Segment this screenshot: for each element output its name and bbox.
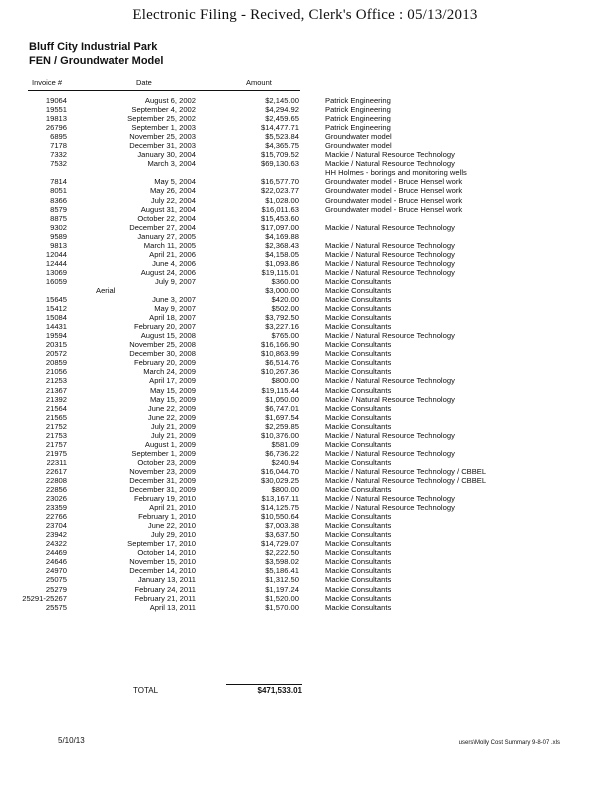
- invoice-number: 9589: [50, 231, 67, 241]
- table-row: [0, 376, 610, 385]
- invoice-amount: $3,000.00: [265, 285, 299, 295]
- table-row: [0, 458, 610, 467]
- invoice-description: Mackie Consultants: [325, 530, 392, 540]
- invoice-number: 21253: [45, 376, 67, 386]
- table-row: [0, 440, 610, 449]
- invoice-description: Mackie Consultants: [325, 602, 392, 612]
- table-row: [0, 557, 610, 566]
- invoice-amount: $19,115.01: [261, 267, 299, 277]
- table-row: [0, 277, 610, 286]
- document-title: Bluff City Industrial Park: [29, 41, 158, 53]
- invoice-amount: $1,197.24: [265, 584, 299, 594]
- table-row: [0, 548, 610, 557]
- invoice-date: March 3, 2004: [147, 159, 196, 169]
- table-row: [0, 395, 610, 404]
- invoice-date: October 23, 2009: [137, 457, 196, 467]
- invoice-amount: $16,011.63: [261, 204, 299, 214]
- invoice-number: 21975: [45, 448, 67, 458]
- invoice-amount: $4,294.92: [265, 105, 299, 115]
- invoice-description: Mackie Consultants: [325, 304, 392, 314]
- invoice-amount: $5,186.41: [265, 566, 299, 576]
- invoice-table: [0, 96, 610, 612]
- table-row: [0, 286, 610, 295]
- table-row: [0, 96, 610, 105]
- invoice-description: Mackie / Natural Resource Technology: [325, 448, 455, 458]
- invoice-number: 20572: [45, 349, 67, 359]
- invoice-date: August 24, 2006: [140, 267, 196, 277]
- table-row: [0, 186, 610, 195]
- invoice-description: Mackie / Natural Resource Technology: [325, 159, 455, 169]
- invoice-date: December 30, 2008: [129, 349, 196, 359]
- invoice-number: 22766: [45, 512, 67, 522]
- invoice-number: 16059: [45, 276, 67, 286]
- invoice-number: 15412: [45, 304, 67, 314]
- table-row: [0, 223, 610, 232]
- column-header-date: Date: [136, 78, 152, 87]
- invoice-amount: $1,312.50: [265, 575, 299, 585]
- invoice-description: Mackie Consultants: [325, 358, 392, 368]
- invoice-description: Mackie Consultants: [325, 557, 392, 567]
- invoice-amount: $240.94: [271, 457, 299, 467]
- invoice-date: September 4, 2002: [131, 105, 196, 115]
- table-row: [0, 594, 610, 603]
- invoice-description: Mackie / Natural Resource Technology: [325, 430, 455, 440]
- invoice-date: September 17, 2010: [127, 539, 196, 549]
- invoice-number: 25075: [45, 575, 67, 585]
- table-row: [0, 512, 610, 521]
- invoice-date: June 22, 2010: [147, 521, 196, 531]
- invoice-amount: $1,093.86: [265, 258, 299, 268]
- invoice-description: Mackie Consultants: [325, 512, 392, 522]
- footer-date: 5/10/13: [58, 736, 85, 745]
- invoice-number: 21753: [45, 430, 67, 440]
- header-divider: [28, 90, 300, 91]
- invoice-date: September 25, 2002: [127, 114, 196, 124]
- invoice-description: Mackie Consultants: [325, 313, 392, 323]
- table-row: [0, 585, 610, 594]
- invoice-amount: $4,365.75: [265, 141, 299, 151]
- total-divider: [226, 684, 302, 685]
- invoice-number: 19813: [45, 114, 67, 124]
- invoice-date: November 23, 2009: [129, 466, 196, 476]
- table-row: [0, 331, 610, 340]
- invoice-number: 21752: [45, 421, 67, 431]
- invoice-date: December 31, 2009: [129, 475, 196, 485]
- invoice-description: Mackie Consultants: [325, 521, 392, 531]
- invoice-description: Mackie / Natural Resource Technology: [325, 240, 455, 250]
- invoice-number: 12044: [45, 249, 67, 259]
- invoice-number: 21565: [45, 412, 67, 422]
- invoice-number: 26796: [45, 123, 67, 133]
- table-row: [0, 159, 610, 168]
- invoice-date: March 11, 2005: [143, 240, 196, 250]
- invoice-number: 15645: [45, 295, 67, 305]
- invoice-amount: $14,729.07: [260, 539, 299, 549]
- table-row: [0, 322, 610, 331]
- invoice-description: Mackie Consultants: [325, 439, 392, 449]
- invoice-description: Groundwater model - Bruce Hensel work: [325, 177, 463, 187]
- table-row: [0, 449, 610, 458]
- invoice-date: February 1, 2010: [138, 512, 196, 522]
- invoice-number: 8579: [50, 204, 67, 214]
- invoice-description: Mackie / Natural Resource Technology: [325, 222, 455, 232]
- table-row: [0, 539, 610, 548]
- invoice-amount: $14,477.71: [260, 123, 299, 133]
- invoice-description: Mackie Consultants: [325, 457, 392, 467]
- invoice-date: October 14, 2010: [137, 548, 196, 558]
- invoice-date: March 24, 2009: [143, 367, 196, 377]
- invoice-amount: $4,158.05: [265, 249, 299, 259]
- table-row: [0, 196, 610, 205]
- invoice-date: August 6, 2002: [144, 96, 196, 105]
- invoice-date: July 21, 2009: [150, 421, 196, 431]
- invoice-amount: $2,459.65: [265, 114, 299, 124]
- invoice-amount: $2,222.50: [265, 548, 299, 558]
- invoice-amount: $1,570.00: [265, 602, 299, 612]
- invoice-description: Patrick Engineering: [325, 123, 391, 133]
- table-row: [0, 521, 610, 530]
- invoice-number: 22311: [46, 457, 67, 467]
- invoice-number: 25575: [45, 602, 67, 612]
- invoice-date: December 31, 2003: [129, 141, 196, 151]
- invoice-description: Mackie Consultants: [325, 584, 392, 594]
- invoice-number: 20859: [45, 358, 67, 368]
- invoice-amount: $765.00: [271, 331, 299, 341]
- invoice-amount: $10,267.36: [260, 367, 299, 377]
- invoice-number: 25279: [45, 584, 67, 594]
- invoice-date: February 19, 2010: [133, 494, 196, 504]
- invoice-description: HH Holmes - borings and monitoring wells: [325, 168, 467, 178]
- invoice-number: 9813: [50, 240, 67, 250]
- invoice-description: Mackie / Natural Resource Technology / CBBEL: [325, 475, 487, 485]
- invoice-amount: $800.00: [271, 376, 299, 386]
- table-row: [0, 358, 610, 367]
- footer-file-path: users\Molly Cost Summary 9-8-07 .xls: [458, 740, 560, 746]
- invoice-amount: $3,598.02: [265, 557, 299, 567]
- invoice-amount: $16,577.70: [260, 177, 299, 187]
- invoice-number: 21757: [45, 439, 67, 449]
- invoice-description: Mackie Consultants: [325, 575, 392, 585]
- invoice-description: Mackie / Natural Resource Technology: [325, 376, 455, 386]
- table-row: [0, 422, 610, 431]
- table-row: [0, 205, 610, 214]
- invoice-description: Patrick Engineering: [325, 96, 391, 105]
- invoice-date: February 24, 2011: [134, 584, 196, 594]
- invoice-date: July 22, 2004: [150, 195, 196, 205]
- invoice-number: 7178: [50, 141, 67, 151]
- invoice-amount: $6,514.76: [265, 358, 299, 368]
- invoice-amount: $30,029.25: [260, 475, 299, 485]
- invoice-description: Mackie / Natural Resource Technology / CBBEL: [325, 466, 487, 476]
- invoice-date: January 13, 2011: [137, 575, 196, 585]
- invoice-date: May 5, 2004: [154, 177, 196, 187]
- invoice-number: 14431: [45, 322, 67, 332]
- invoice-description: Mackie Consultants: [325, 548, 392, 558]
- invoice-description: Mackie Consultants: [325, 349, 392, 359]
- table-row: [0, 141, 610, 150]
- invoice-date: February 21, 2011: [134, 593, 196, 603]
- invoice-date: September 1, 2003: [131, 123, 196, 133]
- invoice-description: Mackie Consultants: [325, 340, 392, 350]
- invoice-amount: $3,792.50: [265, 313, 299, 323]
- column-header-amount: Amount: [246, 78, 272, 87]
- invoice-number: 8366: [50, 195, 67, 205]
- invoice-amount: $13,167.11: [261, 494, 299, 504]
- invoice-description: Mackie Consultants: [325, 403, 392, 413]
- invoice-amount: $17,097.00: [260, 222, 299, 232]
- invoice-number: 21564: [45, 403, 67, 413]
- document-subtitle: FEN / Groundwater Model: [29, 55, 164, 67]
- invoice-description: Mackie Consultants: [325, 385, 392, 395]
- table-row: [0, 304, 610, 313]
- invoice-amount: $10,376.00: [260, 430, 299, 440]
- invoice-number: 8051: [50, 186, 67, 196]
- invoice-date: November 25, 2003: [129, 132, 196, 142]
- invoice-amount: $15,709.52: [260, 150, 299, 160]
- table-row: [0, 295, 610, 304]
- invoice-date: July 29, 2010: [150, 530, 196, 540]
- table-row: [0, 268, 610, 277]
- invoice-description: Mackie Consultants: [325, 322, 392, 332]
- invoice-date: December 14, 2010: [129, 566, 196, 576]
- invoice-date: July 9, 2007: [155, 276, 196, 286]
- invoice-amount: $3,227.16: [265, 322, 299, 332]
- invoice-amount: $19,115.44: [261, 385, 299, 395]
- table-row: [0, 413, 610, 422]
- invoice-amount: $800.00: [271, 485, 299, 495]
- table-row: [0, 132, 610, 141]
- invoice-amount: $581.09: [271, 439, 299, 449]
- invoice-number: 15084: [45, 313, 67, 323]
- invoice-number: 19551: [45, 105, 67, 115]
- invoice-description: Mackie Consultants: [325, 485, 392, 495]
- table-row: [0, 476, 610, 485]
- invoice-amount: $360.00: [271, 276, 299, 286]
- invoice-date: August 15, 2008: [140, 331, 196, 341]
- invoice-date: June 4, 2006: [152, 258, 196, 268]
- invoice-amount: $4,169.88: [265, 231, 299, 241]
- table-row: [0, 214, 610, 223]
- invoice-description: Groundwater model - Bruce Hensel work: [325, 204, 463, 214]
- invoice-number: 22808: [45, 475, 67, 485]
- invoice-description: Mackie / Natural Resource Technology: [325, 150, 455, 160]
- invoice-date: May 15, 2009: [149, 385, 196, 395]
- invoice-number: 19594: [45, 331, 67, 341]
- invoice-number: 25291-25267: [22, 593, 67, 603]
- invoice-number: 9302: [50, 222, 67, 232]
- invoice-amount: $15,453.60: [260, 213, 299, 223]
- invoice-number: 7532: [50, 159, 67, 169]
- table-row: [0, 313, 610, 322]
- invoice-description: Groundwater model - Bruce Hensel work: [325, 195, 463, 205]
- invoice-amount: $7,003.38: [265, 521, 299, 531]
- invoice-number: 12444: [45, 258, 67, 268]
- table-row: [0, 177, 610, 186]
- invoice-amount: $22,023.77: [260, 186, 299, 196]
- table-row: [0, 340, 610, 349]
- total-label: TOTAL: [133, 686, 159, 695]
- invoice-number: 23026: [45, 494, 67, 504]
- invoice-amount: $1,050.00: [265, 394, 299, 404]
- invoice-amount: $2,368.43: [265, 240, 299, 250]
- invoice-date: November 15, 2010: [129, 557, 196, 567]
- invoice-number: 23942: [45, 530, 67, 540]
- table-row: [0, 575, 610, 584]
- invoice-date: December 31, 2009: [129, 485, 196, 495]
- table-row: [0, 259, 610, 268]
- invoice-date: February 20, 2007: [133, 322, 196, 332]
- invoice-number: 23704: [45, 521, 67, 531]
- invoice-date: August 1, 2009: [144, 439, 196, 449]
- invoice-date: April 18, 2007: [149, 313, 196, 323]
- filing-stamp: Electronic Filing - Recived, Clerk's Office : 05/13/2013: [132, 7, 478, 23]
- invoice-description: Mackie Consultants: [325, 412, 392, 422]
- invoice-number: 20315: [45, 340, 67, 350]
- invoice-description: Mackie Consultants: [325, 421, 392, 431]
- invoice-number: 23359: [45, 503, 67, 513]
- invoice-number: 6895: [50, 132, 67, 142]
- invoice-description: Mackie / Natural Resource Technology: [325, 331, 455, 341]
- invoice-description: Patrick Engineering: [325, 105, 391, 115]
- table-row: [0, 150, 610, 159]
- invoice-number: 7332: [50, 150, 67, 160]
- invoice-number: 13069: [45, 267, 67, 277]
- table-row: [0, 530, 610, 539]
- invoice-amount: $420.00: [271, 295, 299, 305]
- invoice-amount: $6,736.22: [265, 448, 299, 458]
- invoice-amount: $16,166.90: [260, 340, 299, 350]
- column-header-invoice: Invoice #: [32, 78, 63, 87]
- table-row: [0, 349, 610, 358]
- invoice-amount: $1,028.00: [265, 195, 299, 205]
- invoice-description: Mackie / Natural Resource Technology: [325, 394, 455, 404]
- invoice-description: Mackie Consultants: [325, 566, 392, 576]
- invoice-number: 22617: [45, 466, 67, 476]
- invoice-amount: $16,044.70: [260, 466, 299, 476]
- invoice-date: April 17, 2009: [149, 376, 196, 386]
- table-row: [0, 503, 610, 512]
- invoice-date: May 15, 2009: [149, 394, 196, 404]
- invoice-date: July 21, 2009: [150, 430, 196, 440]
- table-row: [0, 250, 610, 259]
- table-row: [0, 603, 610, 612]
- table-row: [0, 485, 610, 494]
- invoice-description: Mackie Consultants: [325, 285, 392, 295]
- invoice-date: January 27, 2005: [137, 231, 196, 241]
- invoice-description: Mackie Consultants: [325, 295, 392, 305]
- table-row: [0, 232, 610, 241]
- invoice-amount: $3,637.50: [265, 530, 299, 540]
- invoice-date: April 21, 2010: [149, 503, 196, 513]
- invoice-amount: $5,523.84: [265, 132, 299, 142]
- total-amount: $471,533.01: [257, 686, 302, 695]
- invoice-description: Mackie / Natural Resource Technology: [325, 258, 455, 268]
- invoice-description: Groundwater model: [325, 132, 392, 142]
- invoice-number: 21056: [45, 367, 67, 377]
- invoice-note: Aerial: [96, 285, 116, 295]
- invoice-date: October 22, 2004: [137, 213, 196, 223]
- table-row: [0, 566, 610, 575]
- invoice-description: Mackie / Natural Resource Technology: [325, 267, 455, 277]
- table-row: [0, 114, 610, 123]
- invoice-date: February 20, 2009: [133, 358, 196, 368]
- invoice-description: Mackie Consultants: [325, 276, 392, 286]
- invoice-number: 7814: [50, 177, 67, 187]
- invoice-amount: $1,520.00: [265, 593, 299, 603]
- invoice-amount: $502.00: [271, 304, 299, 314]
- invoice-description: Groundwater model - Bruce Hensel work: [325, 186, 463, 196]
- table-row: [0, 494, 610, 503]
- invoice-amount: $1,697.54: [265, 412, 299, 422]
- invoice-date: June 22, 2009: [147, 412, 196, 422]
- invoice-description: Mackie / Natural Resource Technology: [325, 249, 455, 259]
- invoice-amount: $10,550.64: [260, 512, 299, 522]
- table-row: [0, 467, 610, 476]
- invoice-date: April 13, 2011: [149, 602, 196, 612]
- invoice-amount: $69,130.63: [260, 159, 299, 169]
- invoice-description: Groundwater model: [325, 141, 392, 151]
- table-row: [0, 386, 610, 395]
- invoice-number: 22856: [45, 485, 67, 495]
- invoice-date: May 26, 2004: [149, 186, 196, 196]
- invoice-amount: $14,125.75: [260, 503, 299, 513]
- invoice-date: May 9, 2007: [154, 304, 196, 314]
- invoice-description: Mackie Consultants: [325, 539, 392, 549]
- invoice-date: November 25, 2008: [129, 340, 196, 350]
- table-row: [0, 123, 610, 132]
- invoice-date: September 1, 2009: [131, 448, 196, 458]
- invoice-date: June 3, 2007: [152, 295, 196, 305]
- invoice-number: 21367: [45, 385, 67, 395]
- invoice-description: Patrick Engineering: [325, 114, 391, 124]
- invoice-number: 24646: [45, 557, 67, 567]
- invoice-amount: $2,145.00: [265, 96, 299, 105]
- invoice-description: Mackie / Natural Resource Technology: [325, 503, 455, 513]
- invoice-description: Mackie / Natural Resource Technology: [325, 494, 455, 504]
- invoice-date: April 21, 2006: [149, 249, 196, 259]
- invoice-number: 24469: [45, 548, 67, 558]
- invoice-description: Mackie Consultants: [325, 367, 392, 377]
- invoice-number: 19064: [45, 96, 67, 105]
- invoice-amount: $10,863.99: [260, 349, 299, 359]
- invoice-amount: $6,747.01: [265, 403, 299, 413]
- invoice-number: 8875: [50, 213, 67, 223]
- table-row: [0, 431, 610, 440]
- invoice-description: Mackie Consultants: [325, 593, 392, 603]
- invoice-number: 24322: [45, 539, 67, 549]
- table-row: [0, 404, 610, 413]
- invoice-amount: $2,259.85: [265, 421, 299, 431]
- table-row: [0, 241, 610, 250]
- table-row: [0, 367, 610, 376]
- table-row: [0, 168, 610, 177]
- invoice-date: December 27, 2004: [129, 222, 196, 232]
- invoice-number: 24970: [45, 566, 67, 576]
- invoice-date: January 30, 2004: [137, 150, 196, 160]
- invoice-date: June 22, 2009: [147, 403, 196, 413]
- table-row: [0, 105, 610, 114]
- invoice-date: August 31, 2004: [140, 204, 196, 214]
- invoice-number: 21392: [45, 394, 67, 404]
